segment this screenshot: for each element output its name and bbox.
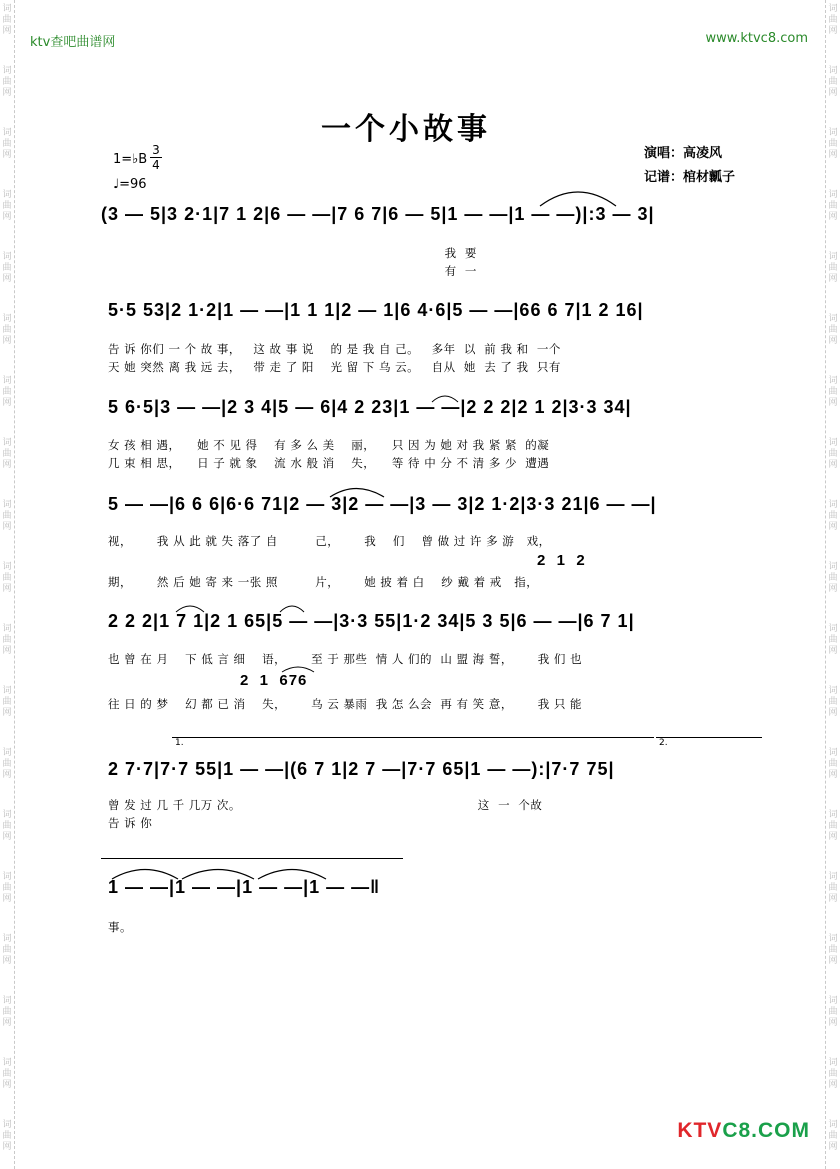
watermark-char: 网 <box>828 832 838 842</box>
lyric-row-4-verse-2: 期， 然 后 她 寄 来 一张 照 片， 她 披 着 白 纱 戴 着 戒 指， <box>108 575 539 589</box>
watermark-char: 曲 <box>2 387 12 397</box>
watermark-char: 网 <box>2 956 12 966</box>
watermark-char: 网 <box>2 460 12 470</box>
lyric-row-1-verse-1: 我 要 <box>108 246 477 260</box>
watermark-char: 曲 <box>828 945 838 955</box>
lyric-row-3-verse-1: 女 孩 相 遇， 她 不 见 得 有 多 么 美 丽， 只 因 为 她 对 我 紧 紧 的凝 <box>108 438 550 452</box>
slur-final-1 <box>112 870 178 880</box>
watermark-char: 网 <box>828 956 838 966</box>
watermark-char: 词 <box>2 128 12 138</box>
watermark-char: 词 <box>2 500 12 510</box>
watermark-char: 词 <box>828 1058 838 1068</box>
lyric-row-1-verse-2: 有 一 <box>108 264 477 278</box>
volta-1-label: 1. <box>175 738 184 748</box>
watermark-char: 曲 <box>2 77 12 87</box>
watermark-char: 网 <box>2 770 12 780</box>
watermark-char: 曲 <box>2 945 12 955</box>
singer: 演唱：高凌风 <box>644 146 723 161</box>
watermark-char: 词 <box>2 996 12 1006</box>
watermark-char: 曲 <box>2 263 12 273</box>
watermark-char: 曲 <box>828 821 838 831</box>
watermark-char: 曲 <box>828 635 838 645</box>
watermark-char: 词 <box>828 748 838 758</box>
site-url[interactable]: www.ktvc8.com <box>705 31 808 46</box>
watermark-char: 网 <box>828 88 838 98</box>
watermark-char: 词 <box>2 376 12 386</box>
watermark-char: 曲 <box>2 697 12 707</box>
watermark-char: 曲 <box>2 325 12 335</box>
watermark-char: 词 <box>828 376 838 386</box>
slur-row4 <box>330 489 384 498</box>
slur-intro <box>540 192 616 206</box>
watermark-char: 曲 <box>828 201 838 211</box>
watermark-char: 网 <box>828 150 838 160</box>
watermark-char: 词 <box>2 1058 12 1068</box>
watermark-char: 网 <box>828 336 838 346</box>
lyric-row-2-verse-2: 天 她 突然 离 我 远 去， 带 走 了 阳 光 留 下 乌 云。 自从 她 去 了 我 只有 <box>108 360 561 374</box>
watermark-char: 词 <box>2 686 12 696</box>
watermark-char: 网 <box>2 398 12 408</box>
watermark-char: 曲 <box>828 77 838 87</box>
watermark-char: 网 <box>2 646 12 656</box>
watermark-char: 词 <box>828 438 838 448</box>
watermark-char: 词 <box>828 996 838 1006</box>
watermark-char: 曲 <box>828 1131 838 1141</box>
song-title: 一个小故事 <box>321 112 491 147</box>
notation-row-3: 5 6·5|3 — —|2 3 4|5 — 6|4 2 23|1 — —|2 2 2|2 1 2|3·3 34| <box>108 397 632 417</box>
watermark-char: 网 <box>828 584 838 594</box>
site-name[interactable]: ktv查吧曲谱网 <box>30 35 116 50</box>
watermark-char: 词 <box>828 190 838 200</box>
watermark-char: 网 <box>828 398 838 408</box>
watermark-char: 词 <box>828 624 838 634</box>
watermark-char: 词 <box>2 190 12 200</box>
watermark-char: 网 <box>2 1142 12 1152</box>
watermark-char: 词 <box>2 314 12 324</box>
watermark-char: 词 <box>2 252 12 262</box>
watermark-char: 网 <box>2 708 12 718</box>
watermark-char: 网 <box>828 1018 838 1028</box>
watermark-char: 词 <box>828 872 838 882</box>
watermark-char: 词 <box>828 314 838 324</box>
watermark-char: 曲 <box>2 635 12 645</box>
watermark-char: 曲 <box>828 1007 838 1017</box>
lyric-row-2-verse-1: 告 诉 你们 一 个 故 事， 这 故 事 说 的 是 我 自 己。 多年 以 前 我 和 一个 <box>108 342 561 356</box>
ktvc8-logo[interactable] <box>677 1119 810 1143</box>
watermark-char: 词 <box>2 810 12 820</box>
watermark-char: 词 <box>2 1120 12 1130</box>
watermark-char: 词 <box>828 934 838 944</box>
watermark-char: 曲 <box>828 573 838 583</box>
watermark-char: 曲 <box>828 15 838 25</box>
notation-row-7: 1 — —|1 — —|1 — —|1 — —‖ <box>108 877 381 897</box>
watermark-char: 网 <box>2 150 12 160</box>
watermark-char: 词 <box>828 686 838 696</box>
watermark-char: 网 <box>828 646 838 656</box>
alt-notes-row-5: 2 1 676 <box>240 672 308 689</box>
watermark-char: 曲 <box>2 1007 12 1017</box>
watermark-char: 网 <box>828 708 838 718</box>
watermark-char: 网 <box>828 1080 838 1090</box>
watermark-char: 网 <box>2 212 12 222</box>
watermark-char: 曲 <box>2 883 12 893</box>
lyric-row-5-verse-1: 也 曾 在 月 下 低 言 细 语， 至 于 那些 情 人 们的 山 盟 海 誓， 我 们 也 <box>108 652 583 666</box>
notation-row-4: 5 — —|6 6 6|6·6 71|2 — 3|2 — —|3 — 3|2 1·2|3·3 21|6 — —| <box>108 494 657 514</box>
watermark-char: 曲 <box>2 821 12 831</box>
watermark-char: 曲 <box>828 387 838 397</box>
watermark-char: 词 <box>2 438 12 448</box>
watermark-char: 词 <box>828 66 838 76</box>
watermark-char: 词 <box>2 934 12 944</box>
watermark-char: 网 <box>2 894 12 904</box>
watermark-char: 网 <box>828 460 838 470</box>
watermark-char: 词 <box>828 4 838 14</box>
watermark-char: 曲 <box>828 263 838 273</box>
watermark-char: 词 <box>828 128 838 138</box>
watermark-char: 曲 <box>2 449 12 459</box>
watermark-char: 曲 <box>2 15 12 25</box>
watermark-char: 词 <box>828 810 838 820</box>
slur-final-2 <box>182 870 254 880</box>
watermark-char: 网 <box>828 26 838 36</box>
watermark-char: 曲 <box>2 1069 12 1079</box>
watermark-char: 网 <box>2 274 12 284</box>
time-signature-bottom: 4 <box>150 157 162 172</box>
lyric-row-6-verse-1: 曾 发 过 几 千 几万 次。 这 一 个故 <box>108 798 543 812</box>
notation-row-5: 2 2 2|1 7 1|2 1 65|5 — —|3·3 55|1·2 34|5 3 5|6 — —|6 7 1| <box>108 611 635 631</box>
notation-row-1: (3 — 5|3 2·1|7 1 2|6 — —|7 6 7|6 — 5|1 — —|1 — —)|:3 — 3| <box>101 204 655 224</box>
logo-ktv: KTV <box>677 1119 723 1142</box>
watermark-char: 曲 <box>2 759 12 769</box>
time-signature-top: 3 <box>152 143 160 157</box>
watermark-char: 曲 <box>828 883 838 893</box>
slur-row3 <box>432 396 458 402</box>
key-signature: 1=♭B <box>113 152 148 167</box>
watermark-char: 网 <box>2 336 12 346</box>
tempo-value: =96 <box>119 177 147 192</box>
watermark-char: 曲 <box>828 139 838 149</box>
slur-row5-b <box>280 606 304 612</box>
slur-final-3 <box>258 870 326 880</box>
watermark-char: 曲 <box>828 511 838 521</box>
watermark-char: 词 <box>2 562 12 572</box>
watermark-char: 网 <box>828 770 838 780</box>
watermark-char: 网 <box>828 212 838 222</box>
watermark-char: 曲 <box>2 511 12 521</box>
logo-domain: C8.COM <box>722 1119 810 1142</box>
volta-2-label: 2. <box>659 738 668 748</box>
watermark-char: 词 <box>828 1120 838 1130</box>
watermark-char: 网 <box>2 1018 12 1028</box>
transcriber: 记谱：棺材瓤子 <box>644 170 736 185</box>
watermark-char: 网 <box>2 584 12 594</box>
watermark-char: 网 <box>2 26 12 36</box>
alt-notes-row-4: 2 1 2 <box>537 552 586 569</box>
lyric-row-6-verse-2: 告 诉 你 <box>108 816 153 830</box>
watermark-char: 词 <box>2 624 12 634</box>
lyric-row-7-verse-1: 事。 <box>108 920 132 934</box>
watermark-char: 词 <box>828 500 838 510</box>
watermark-char: 曲 <box>828 759 838 769</box>
watermark-char: 曲 <box>828 325 838 335</box>
lyric-row-3-verse-2: 几 束 相 思， 日 子 就 象 流 水 般 消 失， 等 待 中 分 不 清 多 少 遭遇 <box>108 456 550 470</box>
watermark-char: 网 <box>2 88 12 98</box>
slur-row5-a <box>176 606 204 612</box>
watermark-char: 词 <box>828 252 838 262</box>
watermark-char: 词 <box>828 562 838 572</box>
watermark-char: 网 <box>828 894 838 904</box>
watermark-char: 曲 <box>828 449 838 459</box>
watermark-char: 网 <box>2 1080 12 1090</box>
watermark-char: 曲 <box>2 201 12 211</box>
notation-row-6: 2 7·7|7·7 55|1 — —|(6 7 1|2 7 —|7·7 65|1 — —):|7·7 75| <box>108 759 615 779</box>
slur-row5-alt <box>282 667 314 672</box>
watermark-char: 网 <box>828 274 838 284</box>
watermark-char: 曲 <box>2 139 12 149</box>
watermark-char: 词 <box>2 748 12 758</box>
watermark-char: 网 <box>828 522 838 532</box>
watermark-char: 网 <box>2 522 12 532</box>
notation-row-2: 5·5 53|2 1·2|1 — —|1 1 1|2 — 1|6 4·6|5 — —|66 6 7|1 2 16| <box>108 300 644 320</box>
watermark-char: 词 <box>2 66 12 76</box>
watermark-char: 曲 <box>828 697 838 707</box>
watermark-char: 网 <box>2 832 12 842</box>
watermark-char: 词 <box>2 4 12 14</box>
quarter-note-icon: ♩ <box>113 177 120 192</box>
lyric-row-5-verse-2: 往 日 的 梦 幻 都 已 消 失， 乌 云 暴雨 我 怎 么会 再 有 笑 意， 我 只 能 <box>108 697 583 711</box>
watermark-char: 网 <box>828 1142 838 1152</box>
lyric-row-4-verse-1: 视， 我 从 此 就 失 落了 自 己， 我 们 曾 做 过 许 多 游 戏， <box>108 534 551 548</box>
watermark-char: 曲 <box>2 573 12 583</box>
watermark-char: 词 <box>2 872 12 882</box>
watermark-char: 曲 <box>828 1069 838 1079</box>
watermark-char: 曲 <box>2 1131 12 1141</box>
